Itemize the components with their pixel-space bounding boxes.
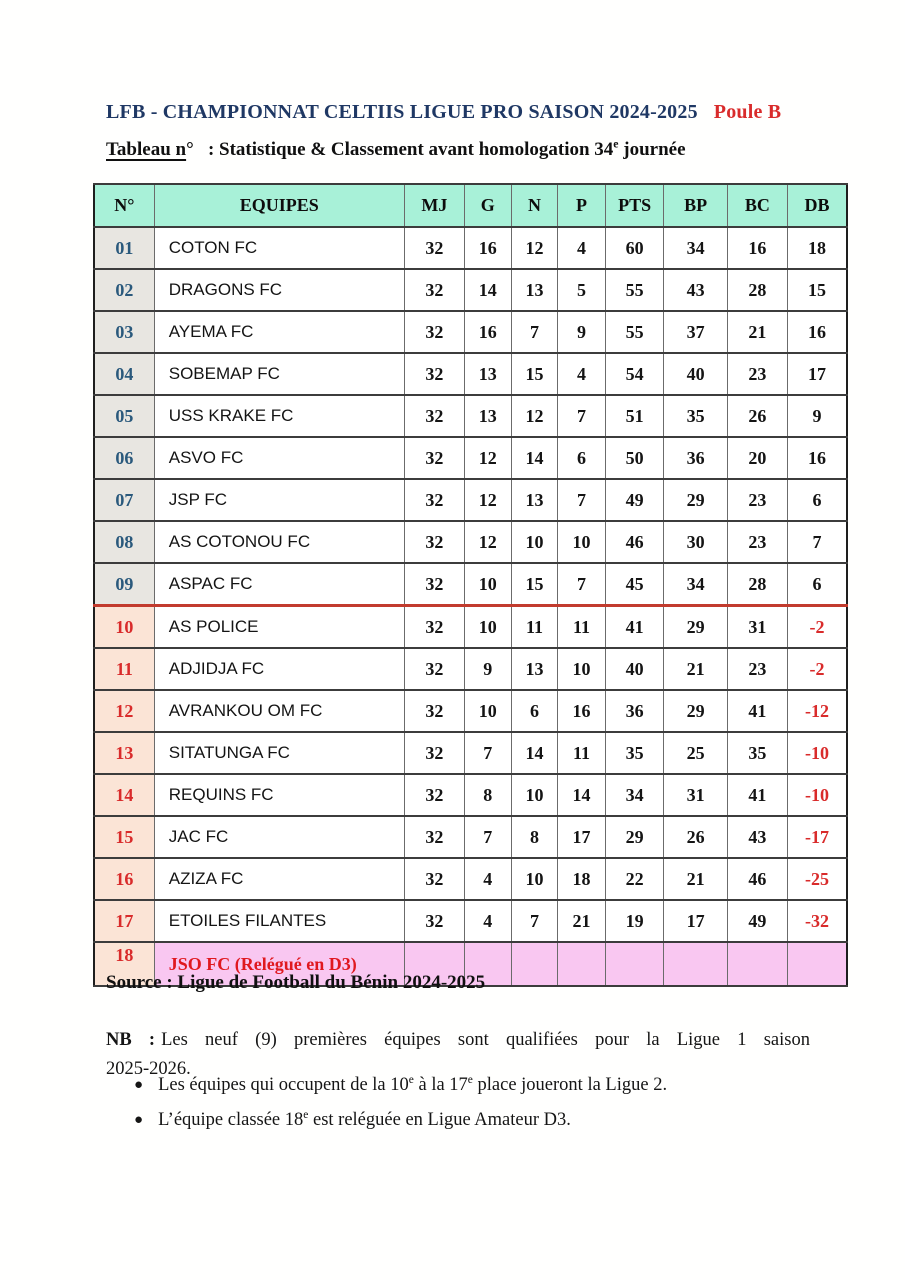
- col-header-p: P: [558, 184, 605, 227]
- table-row: [94, 479, 847, 521]
- note-text: Les équipes qui occupent de la 10e à la 17e place joueront la Ligue 2.: [158, 1073, 668, 1095]
- subtitle-degree: °: [186, 139, 194, 160]
- team-cell: JSO FC (Relégué en D3): [154, 942, 404, 986]
- bc-cell: 23: [727, 353, 787, 395]
- col-header-mj: MJ: [404, 184, 464, 227]
- subtitle-rest: : Statistique & Classement avant homologation 34: [193, 139, 614, 160]
- bp-cell: 31: [664, 774, 727, 816]
- g-cell: 13: [464, 353, 511, 395]
- n-cell: 15: [511, 353, 558, 395]
- mj-cell: 32: [404, 521, 464, 563]
- col-header-rank: N°: [94, 184, 154, 227]
- pts-cell: 46: [605, 521, 664, 563]
- document-title: [106, 101, 781, 124]
- rank-cell: 10: [94, 606, 154, 649]
- n-cell: 12: [511, 395, 558, 437]
- table-row: [94, 690, 847, 732]
- p-cell: 6: [558, 437, 605, 479]
- n-cell: 13: [511, 269, 558, 311]
- p-cell: 7: [558, 395, 605, 437]
- mj-cell: 32: [404, 774, 464, 816]
- p-cell: 16: [558, 690, 605, 732]
- db-cell: -32: [787, 900, 847, 942]
- p-cell: 11: [558, 732, 605, 774]
- db-cell: -2: [787, 606, 847, 649]
- team-cell: JAC FC: [154, 816, 404, 858]
- table-row: [94, 732, 847, 774]
- team-cell: ASVO FC: [154, 437, 404, 479]
- title-main: LFB - CHAMPIONNAT CELTIIS LIGUE PRO SAISON 2024-2025: [106, 101, 698, 123]
- bc-cell: 28: [727, 269, 787, 311]
- db-cell: -17: [787, 816, 847, 858]
- mj-cell: 32: [404, 563, 464, 606]
- bp-cell: 29: [664, 690, 727, 732]
- n-cell: 7: [511, 311, 558, 353]
- col-header-n: N: [511, 184, 558, 227]
- bc-cell: 23: [727, 479, 787, 521]
- n-cell: 14: [511, 732, 558, 774]
- team-cell: AS COTONOU FC: [154, 521, 404, 563]
- rank-cell: 14: [94, 774, 154, 816]
- db-cell: 6: [787, 563, 847, 606]
- p-cell: 14: [558, 774, 605, 816]
- table-row: [94, 774, 847, 816]
- db-cell: 7: [787, 521, 847, 563]
- rank-cell: 09: [94, 563, 154, 606]
- g-cell: 10: [464, 606, 511, 649]
- g-cell: 8: [464, 774, 511, 816]
- team-cell: ASPAC FC: [154, 563, 404, 606]
- team-cell: AS POLICE: [154, 606, 404, 649]
- table-row: [94, 437, 847, 479]
- mj-cell: 32: [404, 816, 464, 858]
- rank-cell: 01: [94, 227, 154, 269]
- p-cell: 21: [558, 900, 605, 942]
- p-cell: 7: [558, 563, 605, 606]
- bp-cell: 26: [664, 816, 727, 858]
- n-cell: 14: [511, 437, 558, 479]
- rank-cell: 11: [94, 648, 154, 690]
- subtitle-underlined: Tableau n: [106, 139, 187, 160]
- subtitle-end: journée: [618, 139, 686, 160]
- mj-cell: 32: [404, 353, 464, 395]
- p-cell: 4: [558, 227, 605, 269]
- bp-cell: 17: [664, 900, 727, 942]
- bc-cell: 49: [727, 900, 787, 942]
- col-header-bp: BP: [664, 184, 727, 227]
- rank-cell: 15: [94, 816, 154, 858]
- bc-cell: 16: [727, 227, 787, 269]
- mj-cell: 32: [404, 648, 464, 690]
- n-cell: 8: [511, 816, 558, 858]
- bullet-icon: ●: [134, 1077, 144, 1093]
- bc-cell: 41: [727, 774, 787, 816]
- bp-cell: 37: [664, 311, 727, 353]
- g-cell: 12: [464, 437, 511, 479]
- bc-cell: [727, 942, 787, 986]
- bc-cell: 35: [727, 732, 787, 774]
- team-cell: AVRANKOU OM FC: [154, 690, 404, 732]
- col-header-g: G: [464, 184, 511, 227]
- pts-cell: 35: [605, 732, 664, 774]
- mj-cell: 32: [404, 606, 464, 649]
- mj-cell: 32: [404, 479, 464, 521]
- pts-cell: 41: [605, 606, 664, 649]
- pts-cell: 19: [605, 900, 664, 942]
- table-body: [94, 227, 847, 986]
- pts-cell: 54: [605, 353, 664, 395]
- col-header-equipes: EQUIPES: [154, 184, 404, 227]
- pts-cell: [605, 942, 664, 986]
- team-cell: ADJIDJA FC: [154, 648, 404, 690]
- bp-cell: 43: [664, 269, 727, 311]
- pts-cell: 45: [605, 563, 664, 606]
- p-cell: 9: [558, 311, 605, 353]
- notes-list: [134, 1072, 824, 1142]
- p-cell: 17: [558, 816, 605, 858]
- table-row: [94, 353, 847, 395]
- team-cell: SOBEMAP FC: [154, 353, 404, 395]
- bp-cell: 21: [664, 648, 727, 690]
- g-cell: 10: [464, 563, 511, 606]
- bc-cell: 23: [727, 521, 787, 563]
- bp-cell: 34: [664, 563, 727, 606]
- nb-label: NB :: [106, 1030, 156, 1050]
- team-cell: AYEMA FC: [154, 311, 404, 353]
- bc-cell: 41: [727, 690, 787, 732]
- g-cell: 4: [464, 900, 511, 942]
- p-cell: 10: [558, 648, 605, 690]
- db-cell: -10: [787, 774, 847, 816]
- n-cell: 13: [511, 648, 558, 690]
- pts-cell: 22: [605, 858, 664, 900]
- table-row: [94, 648, 847, 690]
- document-subtitle: [106, 139, 686, 161]
- rank-cell: 18: [94, 942, 154, 986]
- bc-cell: 20: [727, 437, 787, 479]
- g-cell: 16: [464, 227, 511, 269]
- g-cell: 12: [464, 521, 511, 563]
- bp-cell: 36: [664, 437, 727, 479]
- nb-line-1: [106, 1026, 810, 1055]
- bp-cell: 40: [664, 353, 727, 395]
- bc-cell: 31: [727, 606, 787, 649]
- db-cell: -2: [787, 648, 847, 690]
- pts-cell: 40: [605, 648, 664, 690]
- mj-cell: 32: [404, 900, 464, 942]
- bullet-icon: ●: [134, 1111, 144, 1128]
- db-cell: 6: [787, 479, 847, 521]
- n-cell: 10: [511, 774, 558, 816]
- g-cell: 10: [464, 690, 511, 732]
- bp-cell: 29: [664, 606, 727, 649]
- mj-cell: 32: [404, 690, 464, 732]
- bc-cell: 46: [727, 858, 787, 900]
- rank-cell: 08: [94, 521, 154, 563]
- col-header-db: DB: [787, 184, 847, 227]
- p-cell: 10: [558, 521, 605, 563]
- pts-cell: 51: [605, 395, 664, 437]
- rank-cell: 02: [94, 269, 154, 311]
- db-cell: 15: [787, 269, 847, 311]
- p-cell: 7: [558, 479, 605, 521]
- pts-cell: 55: [605, 269, 664, 311]
- pts-cell: 50: [605, 437, 664, 479]
- db-cell: -25: [787, 858, 847, 900]
- p-cell: 5: [558, 269, 605, 311]
- g-cell: 9: [464, 648, 511, 690]
- bp-cell: 21: [664, 858, 727, 900]
- table-row: [94, 606, 847, 649]
- g-cell: 7: [464, 732, 511, 774]
- rank-cell: 03: [94, 311, 154, 353]
- db-cell: 16: [787, 311, 847, 353]
- pts-cell: 36: [605, 690, 664, 732]
- pts-cell: 34: [605, 774, 664, 816]
- mj-cell: 32: [404, 311, 464, 353]
- n-cell: 11: [511, 606, 558, 649]
- table-row: [94, 521, 847, 563]
- n-cell: 12: [511, 227, 558, 269]
- table-row: [94, 227, 847, 269]
- bp-cell: 25: [664, 732, 727, 774]
- mj-cell: 32: [404, 732, 464, 774]
- bc-cell: 43: [727, 816, 787, 858]
- db-cell: 16: [787, 437, 847, 479]
- g-cell: 7: [464, 816, 511, 858]
- col-header-pts: PTS: [605, 184, 664, 227]
- note-item: [134, 1107, 824, 1135]
- team-cell: AZIZA FC: [154, 858, 404, 900]
- mj-cell: 32: [404, 858, 464, 900]
- p-cell: 4: [558, 353, 605, 395]
- bc-cell: 26: [727, 395, 787, 437]
- team-cell: SITATUNGA FC: [154, 732, 404, 774]
- note-text: L’équipe classée 18e est reléguée en Ligue Amateur D3.: [158, 1108, 571, 1130]
- standings-table: [93, 183, 848, 987]
- g-cell: 12: [464, 479, 511, 521]
- g-cell: 13: [464, 395, 511, 437]
- db-cell: 9: [787, 395, 847, 437]
- db-cell: 17: [787, 353, 847, 395]
- nb-text: Les neuf (9) premières équipes sont qualifiées pour la Ligue 1 saison: [161, 1030, 810, 1050]
- db-cell: 18: [787, 227, 847, 269]
- mj-cell: 32: [404, 269, 464, 311]
- table-row: [94, 311, 847, 353]
- db-cell: -12: [787, 690, 847, 732]
- bp-cell: 35: [664, 395, 727, 437]
- subtitle-sup: e: [613, 137, 619, 151]
- team-cell: COTON FC: [154, 227, 404, 269]
- table-row: [94, 563, 847, 606]
- n-cell: 10: [511, 858, 558, 900]
- bp-cell: 34: [664, 227, 727, 269]
- team-cell: USS KRAKE FC: [154, 395, 404, 437]
- table-row: [94, 816, 847, 858]
- n-cell: 6: [511, 690, 558, 732]
- bp-cell: [664, 942, 727, 986]
- rank-cell: 12: [94, 690, 154, 732]
- g-cell: 14: [464, 269, 511, 311]
- bp-cell: 29: [664, 479, 727, 521]
- mj-cell: 32: [404, 437, 464, 479]
- pts-cell: 60: [605, 227, 664, 269]
- pts-cell: 49: [605, 479, 664, 521]
- table-row: [94, 395, 847, 437]
- bp-cell: 30: [664, 521, 727, 563]
- db-cell: -10: [787, 732, 847, 774]
- p-cell: 11: [558, 606, 605, 649]
- bc-cell: 28: [727, 563, 787, 606]
- rank-cell: 04: [94, 353, 154, 395]
- mj-cell: 32: [404, 395, 464, 437]
- g-cell: 16: [464, 311, 511, 353]
- pts-cell: 29: [605, 816, 664, 858]
- rank-cell: 05: [94, 395, 154, 437]
- team-cell: ETOILES FILANTES: [154, 900, 404, 942]
- n-cell: [511, 942, 558, 986]
- rank-cell: 07: [94, 479, 154, 521]
- rank-cell: 06: [94, 437, 154, 479]
- n-cell: 10: [511, 521, 558, 563]
- rank-cell: 17: [94, 900, 154, 942]
- bc-cell: 21: [727, 311, 787, 353]
- title-poule: Poule B: [713, 101, 782, 123]
- note-item: [134, 1072, 824, 1100]
- source-line: Source : Ligue de Football du Bénin 2024-2025: [106, 972, 486, 993]
- n-cell: 15: [511, 563, 558, 606]
- nb-line-2: 2025-2026.: [106, 1058, 191, 1079]
- mj-cell: 32: [404, 227, 464, 269]
- g-cell: 4: [464, 858, 511, 900]
- table-row: [94, 269, 847, 311]
- team-cell: DRAGONS FC: [154, 269, 404, 311]
- table-row: [94, 900, 847, 942]
- bc-cell: 23: [727, 648, 787, 690]
- rank-cell: 16: [94, 858, 154, 900]
- n-cell: 13: [511, 479, 558, 521]
- p-cell: [558, 942, 605, 986]
- team-cell: JSP FC: [154, 479, 404, 521]
- table-row: [94, 858, 847, 900]
- n-cell: 7: [511, 900, 558, 942]
- table-header-row: [94, 184, 847, 227]
- p-cell: 18: [558, 858, 605, 900]
- db-cell: [787, 942, 847, 986]
- col-header-bc: BC: [727, 184, 787, 227]
- pts-cell: 55: [605, 311, 664, 353]
- rank-cell: 13: [94, 732, 154, 774]
- team-cell: REQUINS FC: [154, 774, 404, 816]
